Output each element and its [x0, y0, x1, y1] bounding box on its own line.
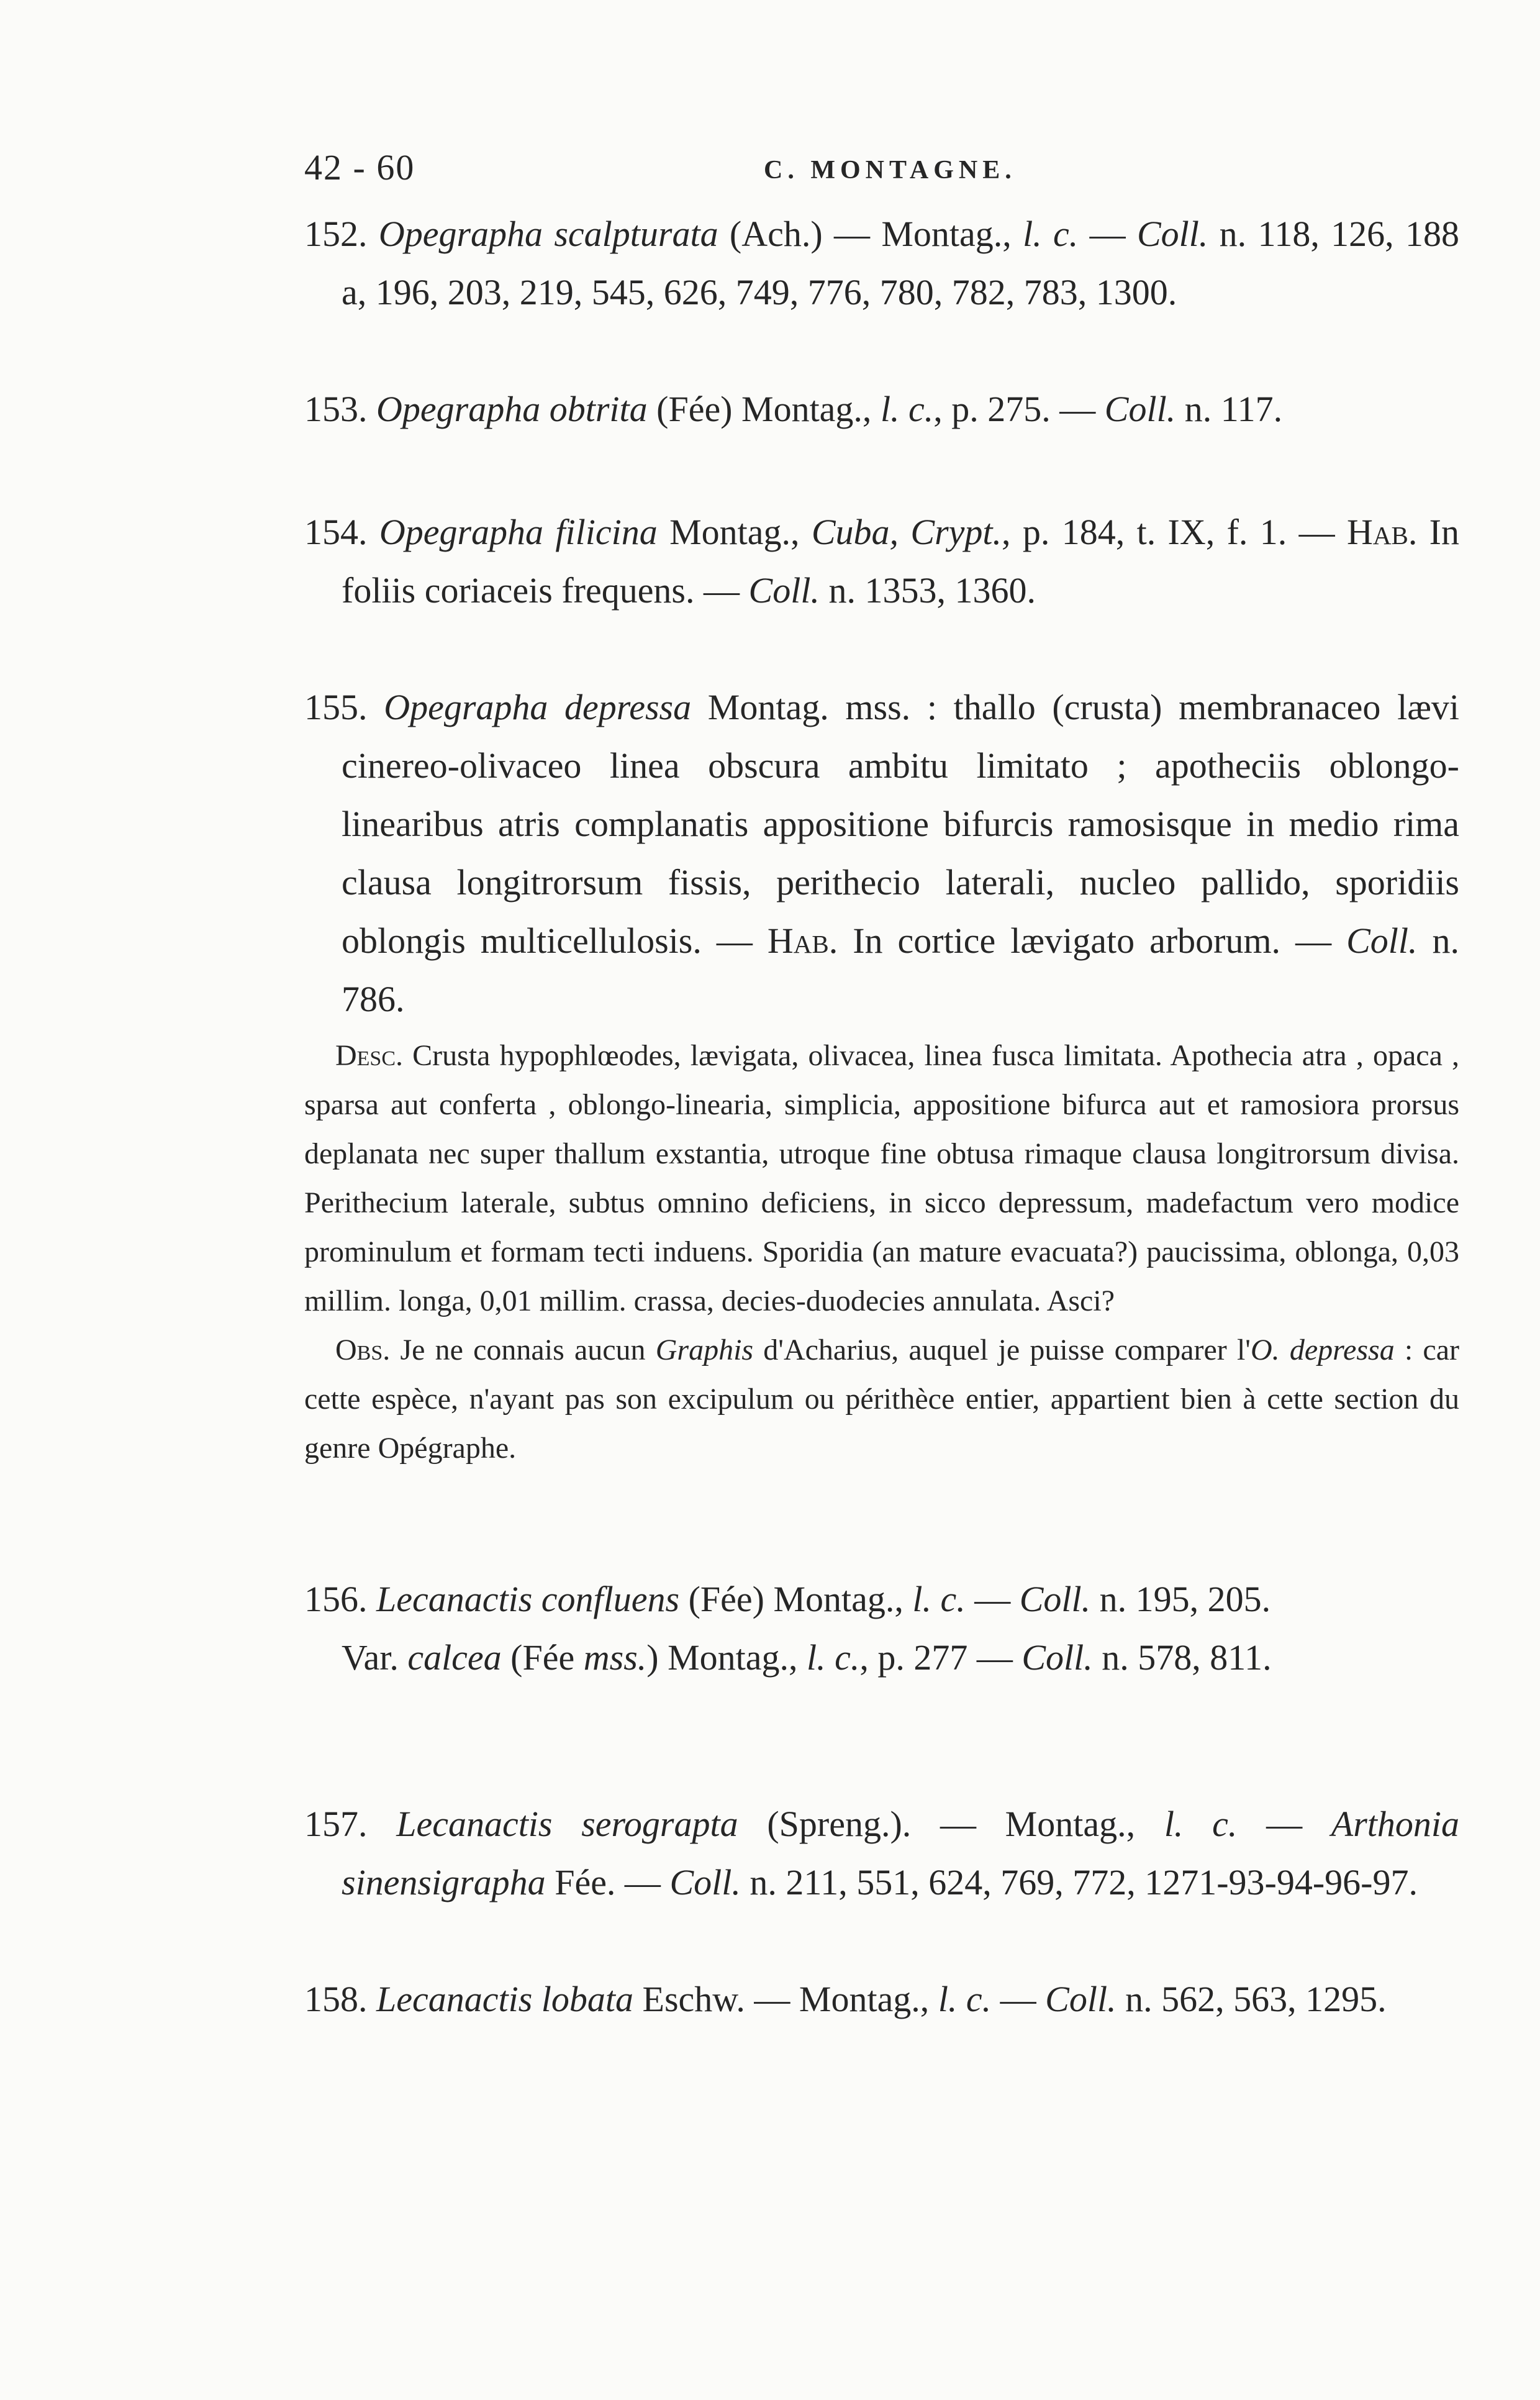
obs-text: Je ne connais aucun	[390, 1334, 656, 1366]
species-name: Opegrapha depressa	[384, 687, 692, 727]
entry-text: (Fée	[501, 1637, 584, 1678]
entry-text: Fée. —	[545, 1862, 670, 1902]
running-author: C. MONTAGNE.	[764, 156, 1017, 184]
species-name: Lecanactis lobata	[376, 1979, 634, 2019]
collection-label: Coll.	[1045, 1979, 1116, 2019]
habitat-label: Hab.	[1346, 512, 1418, 552]
synonym-name: Arthonia sinensigrapha	[342, 1804, 1460, 1902]
obs-text: d'Acharius, auquel je puisse comparer l'	[753, 1334, 1251, 1366]
entry-text: Montag.,	[657, 512, 812, 552]
entry-153	[304, 380, 1459, 439]
genus-name: Graphis	[655, 1334, 754, 1366]
entry-text: —	[1237, 1804, 1331, 1844]
citation: l. c.	[807, 1637, 860, 1678]
citation: l. c.	[938, 1979, 992, 2019]
citation: l. c.	[912, 1579, 966, 1619]
entry-text: , p. 275. —	[933, 389, 1105, 429]
entry-text: In cortice lævigato arborum. —	[838, 920, 1347, 961]
entry-text: (Fée) Montag.,	[647, 389, 881, 429]
entry-text: Eschw. — Montag.,	[633, 1979, 938, 2019]
species-name: Opegrapha filicina	[379, 512, 658, 552]
entry-number: 154.	[304, 512, 368, 552]
entry-text: —	[1078, 214, 1137, 254]
entry-text: ) Montag.,	[646, 1637, 807, 1678]
diagnosis-text: Montag. mss. : thallo (crusta) membranaceo lævi cinereo-olivaceo linea obscura ambitu limitato ; apotheciis oblongo-linearibus atris complanatis appositione bifurcis ramosisque in medio rima clausa longitrorsum fissis, perithecio laterali, nucleo pallido, sporidiis oblongis multicellulosis. —	[342, 687, 1459, 961]
species-name: Lecanactis serograpta	[396, 1804, 738, 1844]
variety-name: calcea	[407, 1637, 502, 1678]
entry-text: , p. 277 —	[859, 1637, 1022, 1678]
entry-number: 158.	[304, 1979, 368, 2019]
obs-text: : car cette espèce, n'ayant pas son excipulum ou périthèce entier, appartient bien à cette section du genre Opégraphe.	[304, 1334, 1460, 1465]
entry-157	[304, 1795, 1459, 1912]
entry-number: 153.	[304, 389, 368, 429]
description-text: Crusta hypophlœodes, lævigata, olivacea, linea fusca limitata. Apothecia atra , opaca , sparsa aut conferta , oblongo-linearia, simplicia, appositione bifurca aut et ramosiora prorsus deplanata nec super thallum exstantia, utroque fine obtusa rimaque clausa longitrorsum divisa. Perithecium laterale, subtus omnino deficiens, in sicco depressum, madefactum vero modice prominulum et formam tecti induens. Sporidia (an mature evacuata?) paucissima, oblonga, 0,03 millim. longa, 0,01 millim. crassa, decies-duodecies annulata. Asci?	[304, 1039, 1459, 1317]
collection-label: Coll.	[1104, 389, 1176, 429]
entry-text: (Fée) Montag.,	[679, 1579, 913, 1619]
collection-numbers: n. 562, 563, 1295.	[1116, 1979, 1387, 2019]
collection-numbers: n. 786.	[342, 920, 1460, 1019]
habitat-label: Hab.	[767, 920, 838, 961]
entry-number: 156.	[304, 1579, 368, 1619]
page-number: 42 - 60	[304, 147, 415, 188]
entry-158	[304, 1970, 1459, 2029]
species-name: Opegrapha obtrita	[376, 389, 648, 429]
entry-text: , p. 184, t. IX, f. 1. —	[1002, 512, 1347, 552]
entry-number: 155.	[304, 687, 368, 727]
entry-152	[304, 205, 1459, 322]
entry-text: (Ach.) — Montag.,	[718, 214, 1023, 254]
mss-label: mss.	[583, 1637, 647, 1678]
entry-text: (Spreng.). — Montag.,	[738, 1804, 1164, 1844]
entry-154	[304, 503, 1459, 620]
entry-156	[304, 1570, 1459, 1687]
entry-number: 157.	[304, 1804, 368, 1844]
species-name: Lecanactis confluens	[376, 1579, 680, 1619]
collection-numbers: n. 211, 551, 624, 769, 772, 1271-93-94-96-97.	[740, 1862, 1418, 1902]
entry-text: —	[991, 1979, 1046, 2019]
desc-label: Desc.	[335, 1039, 404, 1072]
citation: l. c.	[1164, 1804, 1238, 1844]
citation: l. c.	[1023, 214, 1079, 254]
collection-label: Coll.	[1136, 214, 1208, 254]
collection-label: Coll.	[1021, 1637, 1093, 1678]
collection-label: Coll.	[748, 570, 820, 611]
collection-numbers: n. 578, 811.	[1092, 1637, 1272, 1678]
entry-155	[304, 678, 1459, 1029]
entry-text: In foliis coriaceis frequens. —	[342, 512, 1459, 611]
collection-numbers: n. 1353, 1360.	[819, 570, 1036, 611]
species-name: O. depressa	[1250, 1334, 1395, 1366]
running-header	[304, 147, 1484, 196]
species-name: Opegrapha scalpturata	[378, 214, 718, 254]
citation: Cuba, Crypt.	[811, 512, 1002, 552]
description-block	[304, 1031, 1459, 1473]
entry-text: —	[965, 1579, 1020, 1619]
collection-label: Coll.	[1346, 920, 1418, 961]
variety-label: Var.	[342, 1637, 399, 1678]
collection-label: Coll.	[669, 1862, 741, 1902]
collection-label: Coll.	[1019, 1579, 1091, 1619]
entry-number: 152.	[304, 214, 368, 254]
citation: l. c.	[880, 389, 934, 429]
collection-numbers: n. 118, 126, 188 a, 196, 203, 219, 545, 626, 749, 776, 780, 782, 783, 1300.	[342, 214, 1460, 312]
collection-numbers: n. 117.	[1175, 389, 1283, 429]
obs-label: Obs.	[335, 1334, 391, 1366]
collection-numbers: n. 195, 205.	[1090, 1579, 1271, 1619]
